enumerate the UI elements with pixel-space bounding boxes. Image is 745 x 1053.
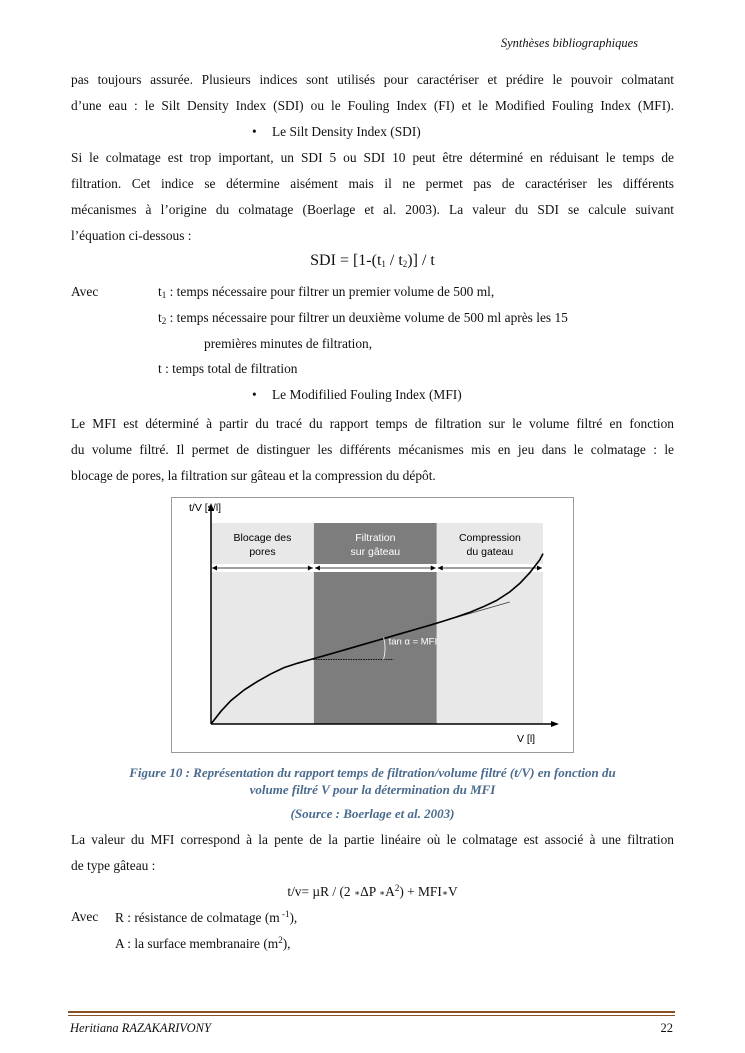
mfi-equation: t/v= µR / (2 ∗ΔP $∗A^2$) + MFI∗V: [287, 883, 458, 899]
zone-label-2-line-2: sur gâteau: [350, 546, 401, 558]
x-axis-label: V [l]: [517, 733, 536, 745]
zone-label-2-line-1: Filtration: [355, 532, 396, 544]
t2-definition-cont: premières minutes de filtration,: [204, 336, 373, 351]
avec-label: Avec: [71, 284, 99, 299]
t-definition: t : temps total de filtration: [158, 361, 298, 376]
sdi-paragraph-line-3: mécanismes à l’origine du colmatage (Boerlage et al. 2003). La valeur du SDI se calcule suivant: [71, 202, 674, 217]
t2-definition: $t_2$ : temps nécessaire pour filtrer un deuxième volume de 500 ml après les 15: [158, 310, 568, 326]
sdi-paragraph-line-1: Si le colmatage est trop important, un SDI 5 ou SDI 10 peut être déterminé en réduisant le temps de: [71, 150, 674, 165]
avec-label-2: Avec: [71, 909, 99, 924]
t1-definition: $t_1$ : temps nécessaire pour filtrer un premier volume de 500 ml,: [158, 284, 495, 300]
sdi-paragraph-line-2: filtration. Cet indice se détermine aisément mais il ne permet pas de caractériser les différents: [71, 176, 674, 191]
after-line-2: de type gâteau :: [71, 858, 156, 873]
page-number: 22: [660, 1021, 673, 1035]
intro-line-1: pas toujours assurée. Plusieurs indices sont utilisés pour caractériser et prédire le pouvoir colmatant: [71, 72, 674, 87]
bullet-icon: •: [252, 124, 257, 139]
r-definition: R : résistance de colmatage (m $^{-1}$),: [115, 909, 298, 925]
zone-label-1-line-2: pores: [249, 546, 276, 558]
figure-source: (Source : Boerlage et al. 2003): [290, 806, 455, 821]
sdi-paragraph-line-4: l’équation ci-dessous :: [71, 228, 192, 243]
sdi-heading-text: Le Silt Density Index (SDI): [272, 124, 421, 139]
zone-label-1-line-1: Blocage des: [233, 532, 292, 544]
mfi-figure-chart: [171, 497, 574, 753]
mfi-heading-text: Le Modifilied Fouling Index (MFI): [272, 387, 462, 402]
figure-caption-line-2: volume filtré V pour la détermination du MFI: [249, 782, 496, 797]
footer-rule-thin: [68, 1015, 675, 1016]
mfi-heading: [252, 387, 462, 403]
after-line-1: La valeur du MFI correspond à la pente de la partie linéaire où le colmatage est associé à une filtration: [71, 832, 674, 847]
sdi-equation: SDI = $[1-(t_1 / t_2)]$ / t: [310, 252, 435, 269]
sdi-heading: [252, 124, 421, 140]
footer-rule: [68, 1011, 675, 1013]
zone-label-3-line-2: du gateau: [466, 546, 514, 558]
footer-author: Heritiana RAZAKARIVONY: [70, 1021, 211, 1035]
a-definition: A : la surface membranaire $(m^2)$,: [115, 935, 291, 951]
mfi-annotation: tan α = MFI: [388, 636, 438, 648]
y-axis-label: t/V [s/l]: [189, 502, 222, 514]
mfi-paragraph-line-1: Le MFI est déterminé à partir du tracé du rapport temps de filtration sur le volume filtré en fonction: [71, 416, 674, 431]
mfi-paragraph-line-2: du volume filtré. Il permet de distinguer les différents mécanismes mis en jeu dans le colmatage : le: [71, 442, 674, 457]
figure-caption-line-1: Figure 10 : Représentation du rapport temps de filtration/volume filtré (t/V) en fonction du: [129, 765, 616, 780]
intro-line-2: d’une eau : le Silt Density Index (SDI) ou le Fouling Index (FI) et le Modified Fouling Index (MFI).: [71, 98, 674, 113]
mfi-paragraph-line-3: blocage de pores, la filtration sur gâteau et la compression du dépôt.: [71, 468, 436, 483]
bullet-icon: •: [252, 387, 257, 402]
zone-arrow-group: [211, 564, 543, 572]
zone-label-3-line-1: Compression: [458, 532, 521, 544]
running-header: Synthèses bibliographiques: [500, 36, 638, 50]
